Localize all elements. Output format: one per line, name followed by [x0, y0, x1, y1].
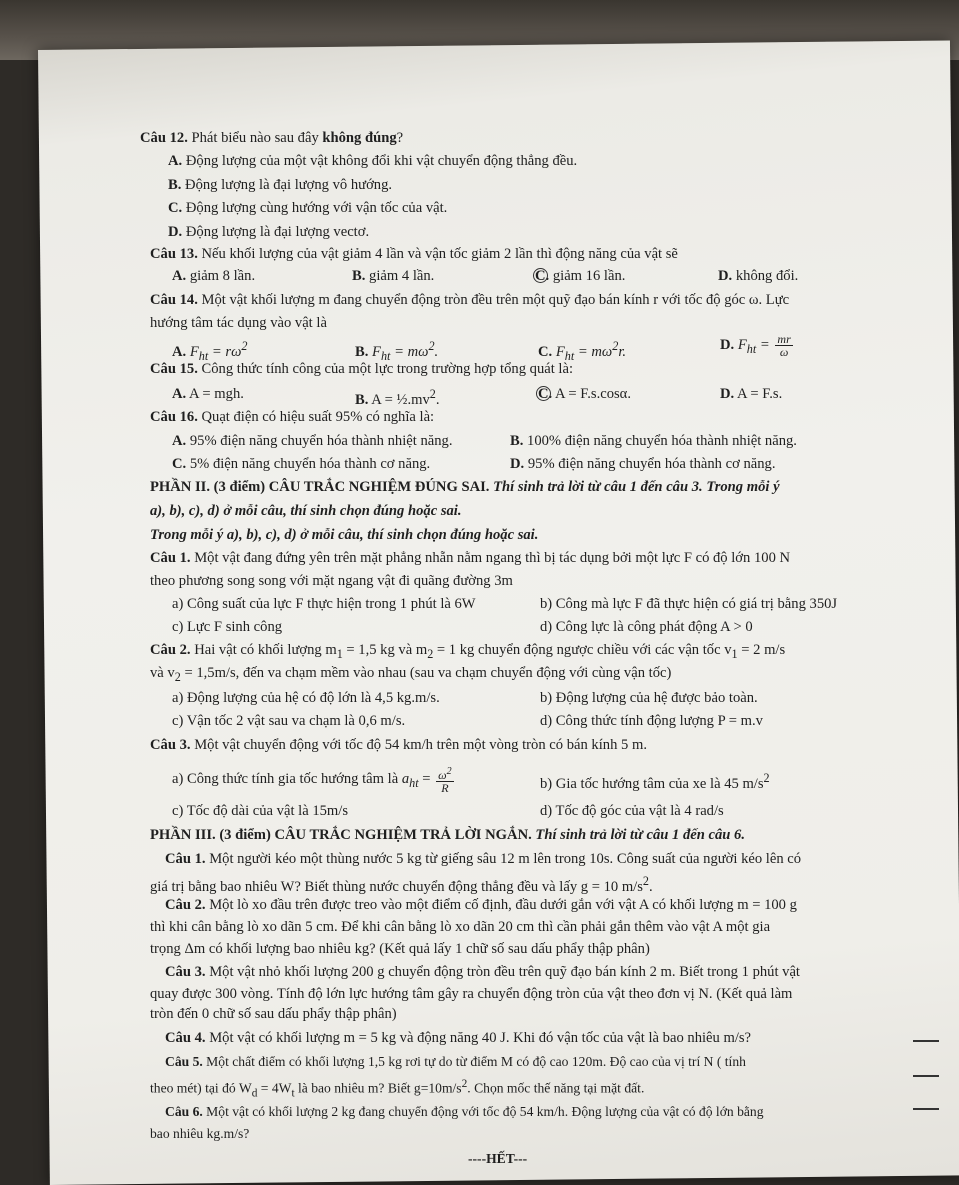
p3-q5-line1: Câu 5. Một chất điểm có khối lượng 1,5 kg rơi tự do từ điểm M có độ cao 120m. Độ cao của vị trí N ( tính: [165, 1054, 746, 1069]
part2-instruction: a), b), c), d) ở mỗi câu, thí sinh chọn đúng hoặc sai.: [150, 503, 462, 519]
q12-option-d: D. Động lượng là đại lượng vectơ.: [168, 224, 370, 240]
p3-q5-line2: theo mét) tại đó $W_d = 4W_t$ là bao nhiêu m? Biết $g=10m/s^2$. Chọn mốc thế năng tại mặt đất.: [150, 1078, 645, 1100]
q12-stem: Câu 12. Phát biểu nào sau đây không đúng?: [140, 130, 404, 146]
p3-q2-line1: Câu 2. Một lò xo đầu trên được treo vào một điểm cố định, đầu dưới gắn với vật A có khối lượng m = 100 g: [165, 897, 797, 913]
q14-option-c: C. $F_{ht} = m\omega^2r$.: [538, 339, 627, 363]
margin-mark: [913, 1108, 939, 1110]
q13-stem: Câu 13. Nếu khối lượng của vật giảm 4 lần và vận tốc giảm 2 lần thì động năng của vật sẽ: [150, 246, 678, 262]
p2-q1-item-d: d) Công lực là công phát động A > 0: [540, 619, 753, 635]
q15-option-c: C. A = F.s.cosα.: [538, 386, 631, 402]
q13-option-a: A. giảm 8 lần.: [172, 268, 256, 284]
q13-option-b: B. giảm 4 lần.: [352, 268, 435, 284]
q16-option-b: B. 100% điện năng chuyển hóa thành nhiệt năng.: [510, 433, 797, 449]
p2-q3-item-b: b) Gia tốc hướng tâm của xe là 45 $m/s^2$: [540, 771, 770, 792]
p2-q1-item-b: b) Công mà lực F đã thực hiện có giá trị bằng 350J: [540, 596, 838, 612]
p2-q1-stem-cont: theo phương song song với mặt ngang vật đi quãng đường 3m: [150, 573, 513, 589]
q14-option-b: B. $F_{ht} = m\omega^2$.: [355, 339, 439, 363]
p2-q2-item-a: a) Động lượng của hệ có độ lớn là 4,5 kg.m/s.: [172, 690, 440, 706]
q14-option-d: D. $F_{ht}$ = $\frac{mr}{\omega}$: [720, 332, 791, 360]
p3-q3-line3: tròn đến 0 chữ số sau dấu phẩy thập phân): [150, 1006, 397, 1022]
answer-mark-circle: [536, 386, 551, 401]
p2-q1-item-a: a) Công suất của lực F thực hiện trong 1 phút là 6W: [172, 596, 476, 612]
p2-q2-item-d: d) Công thức tính động lượng P = m.v: [540, 713, 763, 729]
p2-q3-stem: Câu 3. Một vật chuyển động với tốc độ 54 km/h trên một vòng tròn có bán kính 5 m.: [150, 737, 647, 753]
p3-q6-line2: bao nhiêu kg.m/s?: [150, 1126, 250, 1141]
p3-q4-line1: Câu 4. Một vật có khối lượng m = 5 kg và động năng 40 J. Khi đó vận tốc của vật là bao nhiêu m/s?: [165, 1030, 752, 1046]
p2-q3-item-a: a) Công thức tính gia tốc hướng tâm là $a_{ht}$ = $\frac{\omega^2}{R}$: [172, 765, 452, 795]
part3-heading: PHẦN III. (3 điểm) CÂU TRẮC NGHIỆM TRẢ LỜI NGẮN. Thí sinh trả lời từ câu 1 đến câu 6.: [150, 827, 745, 843]
q15-option-a: A. A = mgh.: [172, 386, 244, 402]
q13-option-d: D. không đổi.: [718, 268, 799, 284]
q16-stem: Câu 16. Quạt điện có hiệu suất 95% có nghĩa là:: [150, 409, 435, 425]
part2-heading: PHẦN II. (3 điểm) CÂU TRẮC NGHIỆM ĐÚNG SAI. Thí sinh trả lời từ câu 1 đến câu 3. Trong mỗi ý: [150, 479, 780, 495]
q16-option-d: D. 95% điện năng chuyển hóa thành cơ năng.: [510, 456, 776, 472]
q12-option-c: C. Động lượng cùng hướng với vận tốc của vật.: [168, 200, 448, 216]
q14-option-a: A. $F_{ht} = r\omega^2$: [172, 339, 248, 363]
p2-q2-item-c: c) Vận tốc 2 vật sau va chạm là 0,6 m/s.: [172, 713, 406, 729]
part2-instruction-repeat: Trong mỗi ý a), b), c), d) ở mỗi câu, thí sinh chọn đúng hoặc sai.: [150, 527, 539, 543]
answer-mark-circle: [533, 268, 548, 283]
p2-q2-stem-cont: và $v_2 = 1,5m/s$, đến va chạm mềm vào nhau (sau va chạm chuyển động với cùng vận tốc): [150, 665, 672, 684]
q15-stem: Câu 15. Công thức tính công của một lực trong trường hợp tổng quát là:: [150, 361, 574, 377]
p2-q2-stem: Câu 2. Hai vật có khối lượng $m_1 = 1,5$ kg và $m_2 = 1$ kg chuyển động ngược chiều với các vận tốc $v_1 = 2$ m/s: [150, 642, 786, 661]
p3-q1-line2: giá trị bằng bao nhiêu W? Biết thùng nước chuyển động thẳng đều và lấy g = 10 $m/s^2$.: [150, 874, 653, 895]
q12-option-b: B. Động lượng là đại lượng vô hướng.: [168, 177, 393, 193]
p2-q3-item-c: c) Tốc độ dài của vật là 15m/s: [172, 803, 349, 819]
p3-q3-line1: Câu 3. Một vật nhỏ khối lượng 200 g chuyển động tròn đều trên quỹ đạo bán kính 2 m. Biết trong 1 phút vật: [165, 964, 800, 980]
p2-q3-item-d: d) Tốc độ góc của vật là 4 rad/s: [540, 803, 724, 819]
q16-option-c: C. 5% điện năng chuyển hóa thành cơ năng.: [172, 456, 431, 472]
q16-option-a: A. 95% điện năng chuyển hóa thành nhiệt năng.: [172, 433, 453, 449]
p3-q6-line1: Câu 6. Một vật có khối lượng 2 kg đang chuyển động với tốc độ 54 km/h. Động lượng của vật có độ lớn bằng: [165, 1104, 764, 1119]
margin-mark: [913, 1075, 939, 1077]
p3-q2-line3: trọng Δm có khối lượng bao nhiêu kg? (Kết quả lấy 1 chữ số sau dấu phẩy thập phân): [150, 941, 650, 957]
p3-q1-line1: Câu 1. Một người kéo một thùng nước 5 kg từ giếng sâu 12 m lên trong 10s. Công suất của người kéo lên có: [165, 851, 802, 867]
margin-mark: [913, 1040, 939, 1042]
q15-option-d: D. A = F.s.: [720, 386, 783, 402]
p2-q2-item-b: b) Động lượng của hệ được bảo toàn.: [540, 690, 758, 706]
q15-option-b: B. $A = \frac{1}{2}.mv^2$.: [355, 387, 440, 408]
p2-q1-item-c: c) Lực F sinh công: [172, 619, 283, 635]
q14-stem-cont: hướng tâm tác dụng vào vật là: [150, 315, 327, 331]
p3-q3-line2: quay được 300 vòng. Tính độ lớn lực hướng tâm gây ra chuyển động tròn của vật theo đơn vị N. (Kết quả làm: [150, 986, 793, 1002]
q14-stem: Câu 14. Một vật khối lượng m đang chuyển động tròn đều trên một quỹ đạo bán kính r với tốc độ góc ω. Lực: [150, 292, 790, 308]
end-marker: ----HẾT---: [468, 1151, 528, 1166]
q12-option-a: A. Động lượng của một vật không đổi khi vật chuyển động thẳng đều.: [168, 153, 578, 169]
p2-q1-stem: Câu 1. Một vật đang đứng yên trên mặt phẳng nhẵn nằm ngang thì bị tác dụng bởi một lực F có độ lớn 100 N: [150, 550, 791, 566]
p3-q2-line2: thì khi cân bằng lò xo dãn 5 cm. Để khi cân bằng lò xo dãn 20 cm thì cần phải gắn thêm vào vật A một gia: [150, 919, 771, 935]
q13-option-c: C. giảm 16 lần.: [535, 268, 626, 284]
